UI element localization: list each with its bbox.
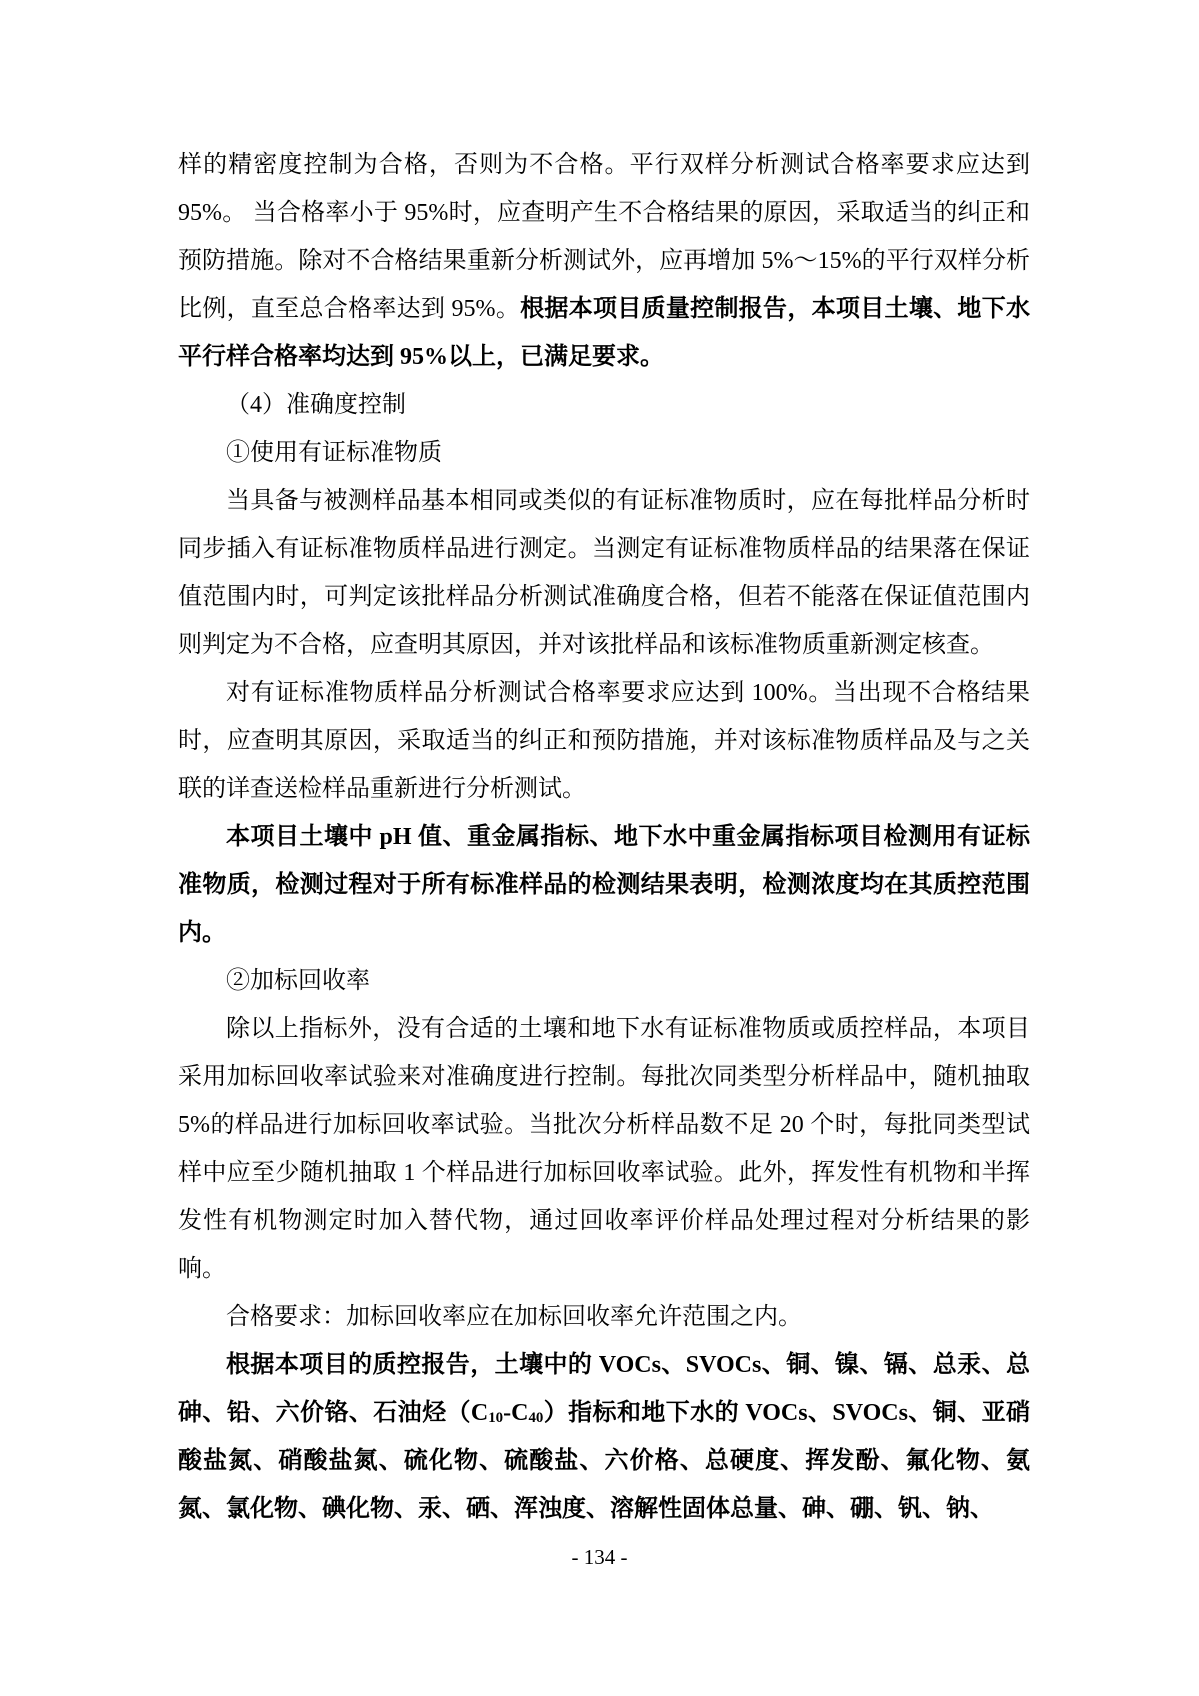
text-run: ①使用有证标准物质 xyxy=(226,440,442,466)
paragraph xyxy=(178,429,1030,477)
paragraph xyxy=(178,957,1030,1005)
subscript-run: 40 xyxy=(528,1409,544,1426)
text-run: -C xyxy=(503,1400,529,1426)
document-body xyxy=(178,141,1030,1533)
text-run: 本项目土壤中 pH 值、重金属指标、地下水中重金属指标项目检测用有证标准物质，检测过程对于所有标准样品的检测结果表明，检测浓度均在其质控范围内。 xyxy=(178,824,1030,946)
text-run: ）指标和地下水的 VOCs、SVOCs、铜、亚硝酸盐氮、硝酸盐氮、硫化物、硫酸盐、六价格、总硬度、挥发酚、氟化物、氨氮、氯化物、碘化物、汞、硒、浑浊度、溶解性固体总量、砷、硼、钒、钠、 xyxy=(178,1400,1030,1522)
text-run: 对有证标准物质样品分析测试合格率要求应达到 100%。当出现不合格结果时，应查明其原因，采取适当的纠正和预防措施，并对该标准物质样品及与之关联的详查送检样品重新进行分析测试。 xyxy=(178,680,1030,802)
text-run: 根据本项目的质控报告，土壤中的 VOCs、SVOCs、铜、镍、镉、总汞、总砷、铅、六价铬、石油烃（C xyxy=(178,1352,1030,1426)
paragraph xyxy=(178,1005,1030,1293)
paragraph xyxy=(178,477,1030,669)
paragraph xyxy=(178,813,1030,957)
text-run: ②加标回收率 xyxy=(226,968,370,994)
paragraph xyxy=(178,141,1030,381)
text-run: （4）准确度控制 xyxy=(226,392,406,418)
paragraph xyxy=(178,1341,1030,1533)
text-run: 根据本项目质量控制报告，本项目土壤、地下水平行样合格率均达到 95%以上，已满足要求。 xyxy=(178,296,1030,370)
text-run: 合格要求：加标回收率应在加标回收率允许范围之内。 xyxy=(226,1304,802,1330)
text-run: 当具备与被测样品基本相同或类似的有证标准物质时，应在每批样品分析时同步插入有证标准物质样品进行测定。当测定有证标准物质样品的结果落在保证值范围内时，可判定该批样品分析测试准确度合格，但若不能落在保证值范围内则判定为不合格，应查明其原因，并对该批样品和该标准物质重新测定核查。 xyxy=(178,488,1030,658)
paragraph xyxy=(178,381,1030,429)
subscript-run: 10 xyxy=(488,1409,504,1426)
page-number: - 134 - xyxy=(571,1545,628,1569)
paragraph xyxy=(178,669,1030,813)
paragraph xyxy=(178,1293,1030,1341)
text-run: 样的精密度控制为合格，否则为不合格。平行双样分析测试合格率要求应达到 95%。 当合格率小于 95%时，应查明产生不合格结果的原因，采取适当的纠正和预防措施。除对不合格结果重新分析测试外，应再增加 5%～15%的平行双样分析比例，直至总合格率达到 95%。 xyxy=(178,152,1030,322)
text-run: 除以上指标外，没有合适的土壤和地下水有证标准物质或质控样品，本项目采用加标回收率试验来对准确度进行控制。每批次同类型分析样品中，随机抽取 5%的样品进行加标回收率试验。当批次分析样品数不足 20 个时，每批同类型试样中应至少随机抽取 1 个样品进行加标回收率试验。此外，挥发性有机物和半挥发性有机物测定时加入替代物，通过回收率评价样品处理过程对分析结果的影响。 xyxy=(178,1016,1030,1282)
